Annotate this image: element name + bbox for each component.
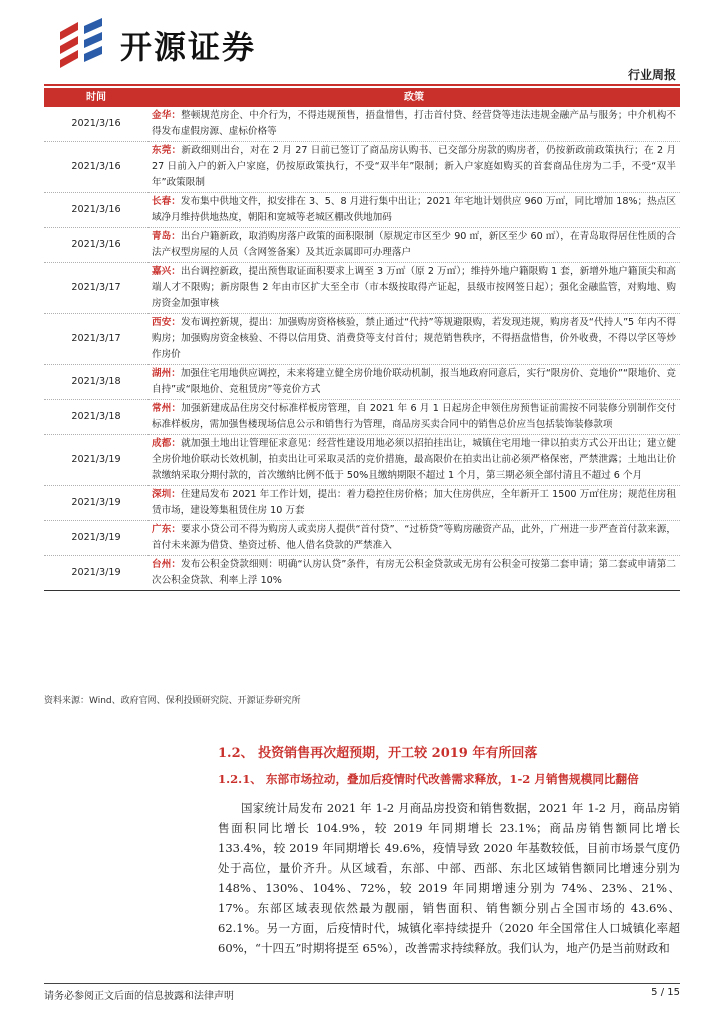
table-row — [44, 142, 680, 193]
row-policy — [148, 400, 680, 435]
table-row — [44, 193, 680, 228]
row-date: 2021/3/16 — [44, 142, 148, 193]
row-date: 2021/3/19 — [44, 556, 148, 591]
row-policy-text: 就加强土地出让管理征求意见：经营性建设用地必须以招拍挂出让，城镇住宅用地一律以拍卖方式公开出让；建立健全房价地价联动长效机制，拍卖出让可采取灵活的竞价措施，最高限价在拍卖出让前必须严格保密，严禁泄露；土地出让价款缴纳采取分期付款的，首次缴纳比例不低于 50%且缴纳期限不超过 1 个月，第三期必须全部付清且不超过 6 个月 — [152, 438, 677, 481]
table-row — [44, 263, 680, 314]
row-policy — [148, 556, 680, 591]
footer-divider — [44, 983, 680, 984]
table-header-row — [44, 88, 680, 107]
row-policy-text: 要求小贷公司不得为购房人或卖房人提供“首付贷”、“过桥贷”等购房融资产品，此外，广州进一步严查首付款来源，首付未来源为借贷、垫资过桥、他人借名贷款的严禁准入 — [152, 524, 677, 551]
row-city: 深圳： — [152, 489, 181, 500]
row-policy-text: 新政细则出台，对在 2 月 27 日前已签订了商品房认购书、已交部分房款的购房者，仍按新政前政策执行；在 2 月 27 日前入户的新入户家庭，仍按原政策执行，不受“双半年”限制；新入户家庭如购买的首套商品住房为二手，不受“双半年”政策限制 — [152, 145, 676, 188]
row-city: 湖州： — [152, 368, 181, 379]
header-divider — [44, 84, 680, 86]
row-city: 青岛： — [152, 231, 181, 242]
row-city: 成都： — [152, 438, 182, 449]
row-date: 2021/3/19 — [44, 486, 148, 521]
row-policy-text: 发布公积金贷款细则：明确“认房认贷”条件，有房无公积金贷款或无房有公积金可按第二套申请；第二套或申请第二次公积金贷款、利率上浮 10% — [152, 559, 676, 586]
row-policy-text: 出台调控新政，提出预售取证面积要求上调至 3 万㎡（原 2 万㎡）；维持外地户籍限购 1 套，新增外地户籍顶尖和高端人才不限购；新房限售 2 年由市区扩大至全市（市本级按取得产证起，县级市按网签日起）；强化金融监管，对购地、购房资金加强审核 — [152, 266, 676, 309]
row-policy — [148, 365, 680, 400]
policy-table — [44, 88, 680, 591]
body-paragraph: 国家统计局发布 2021 年 1-2 月商品房投资和销售数据，2021 年 1-2 月，商品房销售面积同比增长 104.9%，较 2019 年同期增长 23.1%；商品房销售额同比增长 133.4%，较 2019 年同期增长 49.6%，疫情导致 2020 年基数较低，目前市场景气度仍处于高位，量价齐升。从区域看，东部、中部、西部、东北区域销售额同比增速分别为 148%、130%、104%、72%，较 2019 年同期增速分别为 74%、23%、21%、17%。东部区域表现依然最为靓丽，销售面积、销售额分别占全国市场的 43.6%、62.1%。另一方面，后疫情时代，城镇化率持续提升（2020 年全国常住人口城镇化率超 60%，“十四五”时期将提至 65%），改善需求持续释放。我们认为，地产仍是当前财政和 — [218, 801, 680, 955]
table-row — [44, 314, 680, 365]
row-date: 2021/3/16 — [44, 228, 148, 263]
row-policy-text: 住建局发布 2021 年工作计划，提出：着力稳控住房价格；加大住房供应，全年新开工 1500 万㎡住房；规范住房租赁市场，建设筹集租赁住房 10 万套 — [152, 489, 677, 516]
row-city: 东莞： — [152, 145, 182, 156]
row-city: 金华： — [152, 110, 182, 121]
row-policy-text: 发布集中供地文件，拟安排在 3、5、8 月进行集中出让；2021 年宅地计划供应 960 万㎡，同比增加 18%；热点区域净月维持供地热度，朝阳和宽城等老城区棚改供地加码 — [152, 196, 676, 223]
footer-disclaimer: 请务必参阅正文后面的信息披露和法律声明 — [44, 991, 234, 1002]
row-policy — [148, 142, 680, 193]
kaiyuan-logo-icon — [56, 18, 112, 68]
row-city: 长春： — [152, 196, 181, 207]
row-policy-text: 发布调控新规，提出：加强购房资格核验，禁止通过“代持”等规避限购，若发现违规，购房者及“代持人”5 年内不得购房；加强购房资金核验、不得以信用贷、消费贷等支付首付；规范销售秩序，不得捂盘惜售，价外收费，不得以学区等炒作房价 — [152, 317, 676, 360]
subsection-heading: 1.2.1、 东部市场拉动，叠加后疫情时代改善需求释放，1-2 月销售规模同比翻倍 — [218, 772, 639, 786]
section-heading: 1.2、 投资销售再次超预期，开工较 2019 年有所回落 — [218, 746, 538, 761]
table-source-note: 资料来源：Wind、政府官网、保利投顾研究院、开源证券研究所 — [44, 696, 301, 706]
page-number: 5 / 15 — [651, 987, 680, 998]
page-header — [0, 0, 724, 90]
table-row — [44, 556, 680, 591]
column-header-policy: 政策 — [148, 88, 680, 107]
row-policy-text: 加强住宅用地供应调控，未来将建立健全房价地价联动机制，报当地政府同意后，实行“限房价、竞地价”“限地价、竞自持”或“限地价、竞租赁房”等竞价方式 — [152, 368, 677, 395]
table-row — [44, 365, 680, 400]
row-date: 2021/3/17 — [44, 263, 148, 314]
row-date: 2021/3/17 — [44, 314, 148, 365]
row-date: 2021/3/18 — [44, 365, 148, 400]
report-type-label: 行业周报 — [627, 68, 676, 82]
table-row — [44, 228, 680, 263]
row-policy — [148, 263, 680, 314]
table-row — [44, 435, 680, 486]
row-policy — [148, 107, 680, 142]
row-date: 2021/3/16 — [44, 193, 148, 228]
row-policy-text: 整顿规范房企、中介行为，不得违规预售，捂盘惜售，打击首付贷、经营贷等违法违规金融产品与服务；中介机构不得发布虚假房源、虚标价格等 — [152, 110, 677, 137]
row-city: 常州： — [152, 403, 182, 414]
table-row — [44, 400, 680, 435]
row-policy — [148, 314, 680, 365]
table-row — [44, 486, 680, 521]
row-date: 2021/3/18 — [44, 400, 148, 435]
row-policy — [148, 193, 680, 228]
column-header-date: 时间 — [44, 88, 148, 107]
row-policy — [148, 228, 680, 263]
row-city: 台州： — [152, 559, 182, 570]
row-policy — [148, 521, 680, 556]
row-city: 西安： — [152, 317, 182, 328]
row-date: 2021/3/19 — [44, 521, 148, 556]
row-city: 广东： — [152, 524, 182, 535]
row-policy — [148, 435, 680, 486]
row-date: 2021/3/19 — [44, 435, 148, 486]
brand-name: 开源证券 — [120, 28, 257, 66]
row-policy-text: 加强新建成品住房交付标准样板房管理，自 2021 年 6 月 1 日起房企申领住房预售证前需按不同装修分别制作交付标准样板房，需加强售楼现场信息公示和销售行为管理，商品房买卖合同中的销售总价应当包括装饰装修款项 — [152, 403, 677, 430]
row-date: 2021/3/16 — [44, 107, 148, 142]
table-row — [44, 107, 680, 142]
table-row — [44, 521, 680, 556]
row-city: 嘉兴： — [152, 266, 181, 277]
row-policy — [148, 486, 680, 521]
row-policy-text: 出台户籍新政，取消购房落户政策的面积限制（原规定市区至少 90 ㎡，新区至少 60 ㎡），在青岛取得居住性质的合法产权型房屋的人员（含网签备案）及其近亲属即可办理落户 — [152, 231, 677, 258]
